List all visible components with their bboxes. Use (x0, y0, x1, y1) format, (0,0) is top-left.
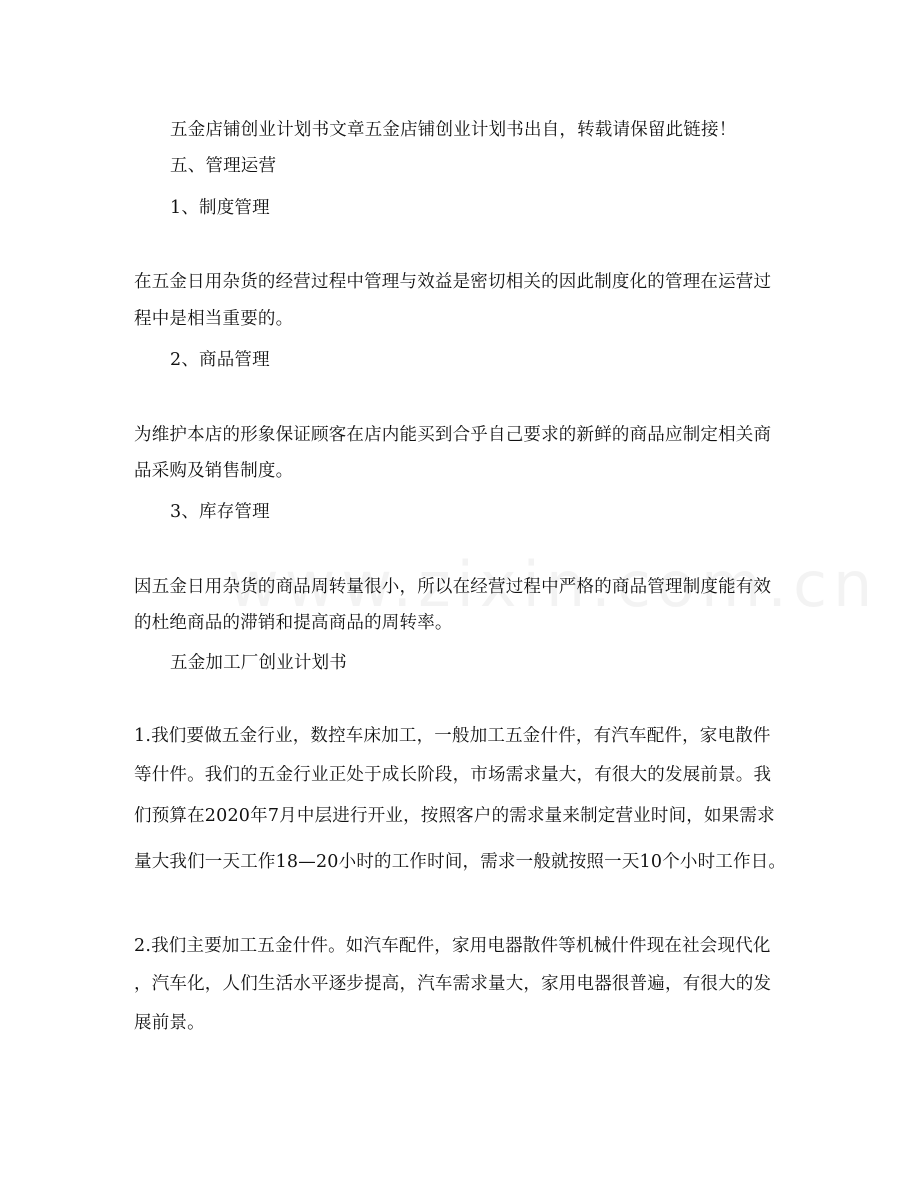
paragraph-2-line-1: 2.我们主要加工五金什件。如汽车配件，家用电器散件等机械什件现在社会现代化 (134, 936, 771, 956)
paragraph-1-line-4: 量大我们一天工作18—20小时的工作时间，需求一般就按照一天10个小时工作日。 (134, 852, 787, 872)
section-1-paragraph-line-1: 在五金日用杂货的经营过程中管理与效益是密切相关的因此制度化的管理在运营过 (134, 272, 772, 292)
paragraph-1-line-3: 们预算在2020年7月中层进行开业，按照客户的需求量来制定营业时间，如果需求 (134, 806, 775, 826)
paragraph-2-line-2: ，汽车化，人们生活水平逐步提高，汽车需求量大，家用电器很普遍，有很大的发 (134, 974, 772, 994)
paragraph-1-line-1: 1.我们要做五金行业，数控车床加工，一般加工五金什件，有汽车配件，家电散件 (134, 726, 771, 746)
plan-title: 五金加工厂创业计划书 (170, 653, 347, 673)
section-3-paragraph-line-1: 因五金日用杂货的商品周转量很小，所以在经营过程中严格的商品管理制度能有效 (134, 577, 772, 597)
paragraph-1-line-2: 等什件。我们的五金行业正处于成长阶段，市场需求量大，有很大的发展前景。我 (134, 765, 772, 785)
section-2-paragraph-line-1: 为维护本店的形象保证顾客在店内能买到合乎自己要求的新鲜的商品应制定相关商 (134, 425, 772, 445)
paragraph-2-line-3: 展前景。 (134, 1013, 205, 1033)
section-2-paragraph-line-2: 品采购及销售制度。 (134, 461, 294, 481)
section-3-heading: 3、库存管理 (170, 502, 270, 522)
section-title: 五、管理运营 (170, 156, 277, 176)
section-1-paragraph-line-2: 程中是相当重要的。 (134, 309, 294, 329)
section-3-paragraph-line-2: 的杜绝商品的滞销和提高商品的周转率。 (134, 613, 453, 633)
intro-line: 五金店铺创业计划书文章五金店铺创业计划书出自，转载请保留此链接！ (170, 120, 737, 140)
section-2-heading: 2、商品管理 (170, 350, 270, 370)
section-1-heading: 1、制度管理 (170, 198, 270, 218)
